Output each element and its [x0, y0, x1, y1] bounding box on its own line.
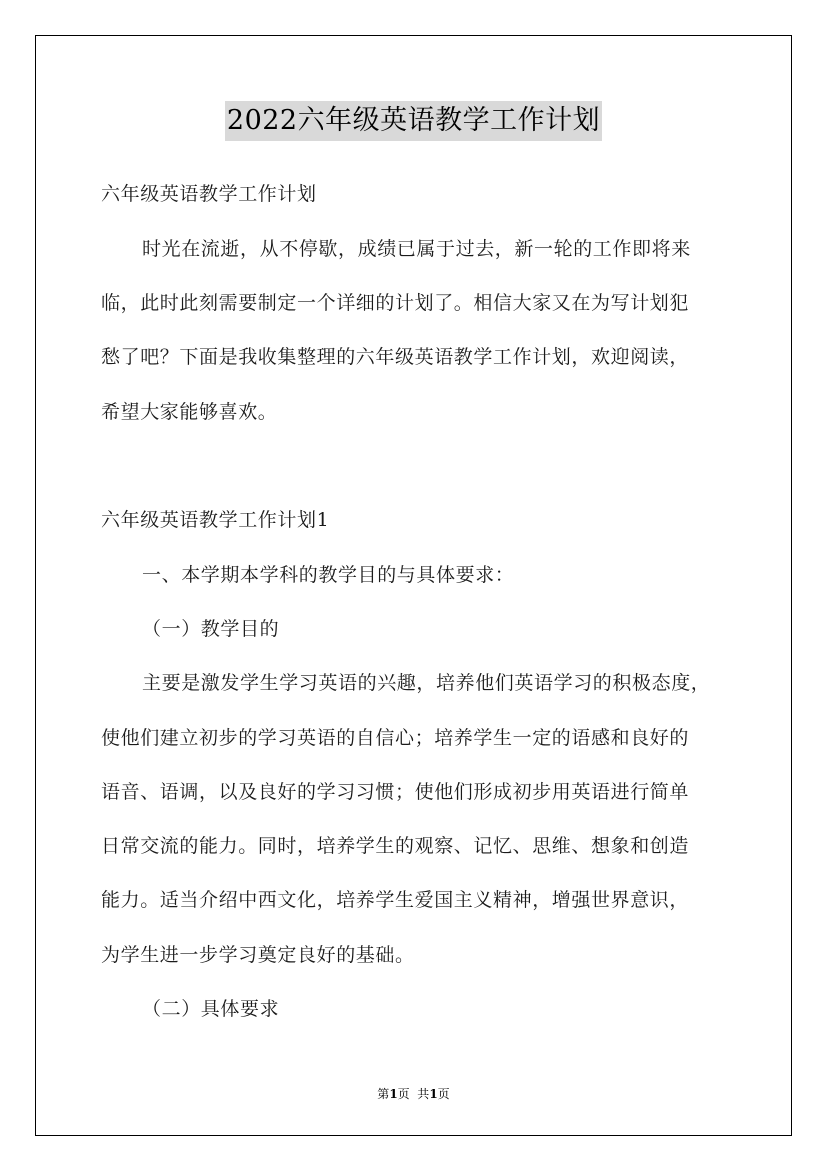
subheading-teaching-purpose: （一）教学目的 — [142, 618, 280, 640]
paragraph-line-4: 希望大家能够喜欢。 — [101, 401, 278, 423]
document-title: 2022六年级英语教学工作计划 — [225, 101, 602, 141]
paragraph-line-8: 日常交流的能力。同时，培养学生的观察、记忆、思维、想象和创造 — [101, 835, 690, 857]
paragraph-line-1: 时光在流逝，从不停歇，成绩已属于过去，新一轮的工作即将来 — [142, 238, 691, 260]
section-heading-intro: 六年级英语教学工作计划 — [101, 183, 317, 205]
paragraph-line-5: 主要是激发学生学习英语的兴趣，培养他们英语学习的积极态度， — [142, 672, 711, 694]
paragraph-line-2: 临，此时此刻需要制定一个详细的计划了。相信大家又在为写计划犯 — [101, 292, 690, 314]
title-wrap — [0, 101, 827, 141]
paragraph-line-6: 使他们建立初步的学习英语的自信心；培养学生一定的语感和良好的 — [101, 727, 690, 749]
section-heading-plan-1: 六年级英语教学工作计划1 — [101, 509, 330, 531]
page-footer — [0, 1086, 827, 1102]
footer-total-pages: 1 — [429, 1087, 438, 1101]
paragraph-line-3: 愁了吧？下面是我收集整理的六年级英语教学工作计划，欢迎阅读， — [101, 346, 690, 368]
subheading-specific-requirements: （二）具体要求 — [142, 998, 280, 1020]
paragraph-line-9: 能力。适当介绍中西文化，培养学生爱国主义精神，增强世界意识， — [101, 889, 690, 911]
footer-suffix: 页 — [437, 1087, 450, 1101]
paragraph-line-7: 语音、语调，以及良好的学习习惯；使他们形成初步用英语进行简单 — [101, 781, 690, 803]
footer-prefix: 第 — [377, 1087, 390, 1101]
footer-page-number: 1 — [389, 1087, 398, 1101]
subheading-objectives: 一、本学期本学科的教学目的与具体要求： — [142, 564, 515, 586]
footer-mid: 页 共 — [397, 1087, 430, 1101]
paragraph-line-10: 为学生进一步学习奠定良好的基础。 — [101, 944, 415, 966]
